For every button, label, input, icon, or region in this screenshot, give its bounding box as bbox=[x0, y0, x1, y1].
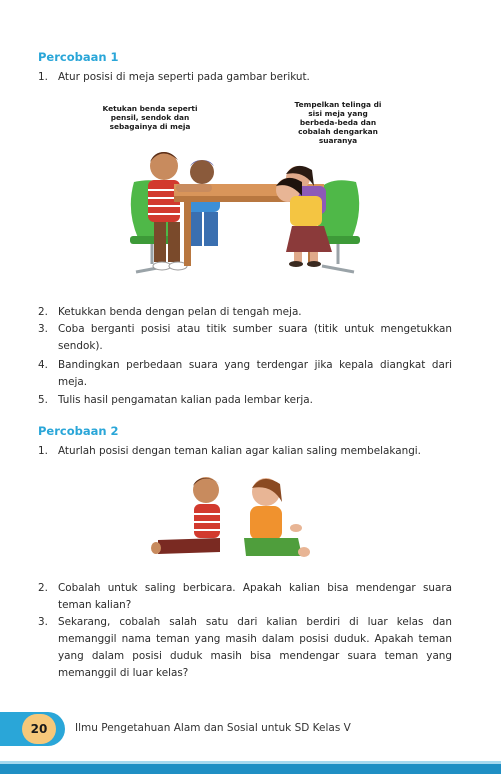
list-item bbox=[38, 321, 452, 355]
list-item bbox=[38, 357, 452, 391]
item-number: 2. bbox=[38, 582, 48, 594]
item-number: 2. bbox=[38, 306, 48, 318]
footer-bar bbox=[0, 764, 501, 774]
item-number: 4. bbox=[38, 359, 48, 371]
figure-1-caption-right: Tempelkan telinga di sisi meja yang berbeda-beda dan cobalah dengarkan suaranya bbox=[294, 100, 382, 145]
section-1-heading: Percobaan 1 bbox=[38, 50, 119, 64]
list-item bbox=[38, 69, 452, 86]
item-number: 5. bbox=[38, 394, 48, 406]
item-text: Ketukkan benda dengan pelan di tengah meja. bbox=[58, 306, 302, 318]
table-experiment-illustration bbox=[120, 140, 370, 280]
item-text: Cobalah untuk saling berbicara. Apakah kalian bisa mendengar suara teman kalian? bbox=[58, 582, 452, 611]
item-text: Aturlah posisi dengan teman kalian agar kalian saling membelakangi. bbox=[58, 445, 421, 457]
back-to-back-illustration bbox=[148, 472, 318, 564]
item-text: Bandingkan perbedaan suara yang terdengar jika kepala diangkat dari meja. bbox=[58, 359, 452, 388]
footer-book-title: Ilmu Pengetahuan Alam dan Sosial untuk SD Kelas V bbox=[75, 722, 351, 734]
item-number: 3. bbox=[38, 616, 48, 628]
list-item bbox=[38, 443, 452, 460]
list-item bbox=[38, 614, 452, 682]
page-number: 20 bbox=[22, 714, 56, 744]
item-text: Tulis hasil pengamatan kalian pada lembar kerja. bbox=[58, 394, 313, 406]
list-item bbox=[38, 580, 452, 614]
section-2-heading: Percobaan 2 bbox=[38, 424, 119, 438]
item-text: Sekarang, cobalah salah satu dari kalian berdiri di luar kelas dan memanggil nama teman yang masih dalam posisi duduk. Apakah teman yang dalam posisi duduk masih bisa mendengar suara teman yang memanggil di luar kelas? bbox=[58, 616, 452, 679]
item-number: 1. bbox=[38, 71, 48, 83]
list-item bbox=[38, 304, 452, 321]
list-item bbox=[38, 392, 452, 409]
item-number: 1. bbox=[38, 445, 48, 457]
item-number: 3. bbox=[38, 323, 48, 335]
figure-1-caption-left: Ketukan benda seperti pensil, sendok dan sebagainya di meja bbox=[102, 104, 198, 131]
item-text: Atur posisi di meja seperti pada gambar berikut. bbox=[58, 71, 310, 83]
item-text: Coba berganti posisi atau titik sumber suara (titik untuk mengetukkan sendok). bbox=[58, 323, 452, 352]
